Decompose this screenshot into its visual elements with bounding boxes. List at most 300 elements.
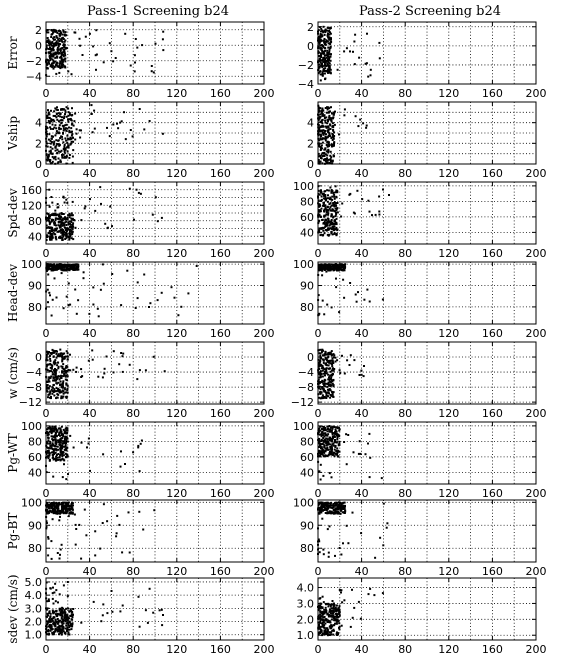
- data-point: [102, 522, 104, 524]
- data-point: [53, 603, 55, 605]
- data-point: [58, 72, 60, 74]
- data-point: [66, 432, 68, 434]
- data-point: [135, 307, 137, 309]
- data-point: [69, 114, 71, 116]
- data-point: [358, 57, 360, 59]
- data-point: [75, 371, 77, 373]
- data-point: [49, 460, 51, 462]
- data-point: [336, 439, 338, 441]
- data-point: [329, 446, 331, 448]
- data-point: [332, 125, 334, 127]
- x-tick-label: 200: [525, 643, 547, 656]
- data-point: [327, 162, 329, 164]
- data-point: [47, 437, 49, 439]
- data-point: [320, 507, 322, 509]
- data-point: [68, 505, 70, 507]
- y-tick-label: 40: [28, 466, 42, 480]
- data-point: [336, 618, 338, 620]
- data-point: [330, 128, 332, 130]
- data-point: [326, 144, 328, 146]
- data-point: [337, 268, 339, 270]
- data-point: [55, 217, 57, 219]
- data-point: [66, 217, 68, 219]
- data-point: [336, 633, 338, 635]
- data-point: [57, 505, 59, 507]
- x-tick-label: 160: [209, 487, 231, 500]
- data-point: [52, 612, 54, 614]
- data-point: [48, 133, 50, 135]
- data-point: [346, 359, 348, 361]
- data-point: [327, 528, 329, 530]
- data-point: [55, 158, 57, 160]
- data-point: [338, 311, 340, 313]
- data-point: [56, 49, 58, 51]
- data-point: [51, 202, 53, 204]
- data-point: [171, 286, 173, 288]
- data-point: [319, 614, 321, 616]
- data-point: [319, 360, 321, 362]
- data-point: [64, 388, 66, 390]
- data-point: [59, 34, 61, 36]
- x-tick-label: 80: [398, 87, 413, 100]
- data-point: [134, 70, 136, 72]
- x-tick-label: 40: [82, 327, 97, 340]
- data-point: [50, 540, 52, 542]
- data-point: [63, 440, 65, 442]
- data-point: [48, 618, 50, 620]
- data-point: [70, 608, 72, 610]
- data-point: [71, 212, 73, 214]
- data-point: [326, 359, 328, 361]
- data-point: [367, 76, 369, 78]
- data-point: [142, 529, 144, 531]
- data-point: [52, 52, 54, 54]
- data-point: [54, 583, 56, 585]
- data-point: [53, 363, 55, 365]
- data-point: [129, 552, 131, 554]
- data-point: [52, 454, 54, 456]
- data-point: [357, 291, 359, 293]
- data-point: [332, 116, 334, 118]
- data-point: [328, 190, 330, 192]
- data-point: [335, 265, 337, 267]
- data-point: [53, 39, 55, 41]
- data-point: [49, 454, 51, 456]
- data-point: [58, 128, 60, 130]
- data-point: [60, 135, 62, 137]
- data-point: [332, 616, 334, 618]
- data-point: [139, 626, 141, 628]
- data-point: [332, 217, 334, 219]
- data-point: [379, 537, 381, 539]
- data-point: [46, 62, 48, 64]
- y-tick-label: 80: [28, 542, 42, 556]
- x-tick-label: 0: [314, 407, 322, 420]
- data-point: [369, 457, 371, 459]
- data-point: [334, 210, 336, 212]
- panel-pass1-r6: [6, 420, 275, 500]
- panel-pass2-r3: [293, 180, 547, 260]
- data-point: [330, 382, 332, 384]
- data-point: [121, 120, 123, 122]
- data-point: [57, 601, 59, 603]
- data-point: [106, 612, 108, 614]
- data-point: [92, 304, 94, 306]
- data-point: [67, 616, 69, 618]
- data-point: [61, 371, 63, 373]
- data-point: [332, 129, 334, 131]
- y-tick-label: 2.0: [296, 613, 314, 627]
- data-point: [319, 551, 321, 553]
- data-point: [354, 63, 356, 65]
- panel-pass2-r8: [297, 578, 547, 656]
- data-point: [120, 450, 122, 452]
- data-point: [370, 74, 372, 76]
- data-point: [327, 27, 329, 29]
- data-point: [333, 353, 335, 355]
- data-point: [64, 113, 66, 115]
- data-point: [322, 223, 324, 225]
- data-point: [122, 355, 124, 357]
- data-point: [94, 210, 96, 212]
- data-point: [55, 502, 57, 504]
- data-point: [324, 58, 326, 60]
- data-point: [330, 231, 332, 233]
- x-tick-label: 160: [209, 87, 231, 100]
- data-point: [328, 556, 330, 558]
- data-point: [109, 42, 111, 44]
- data-point: [369, 588, 371, 590]
- data-point: [319, 352, 321, 354]
- data-point: [65, 221, 67, 223]
- data-point: [73, 125, 75, 127]
- data-point: [147, 622, 149, 624]
- data-point: [321, 227, 323, 229]
- data-point: [52, 371, 54, 373]
- data-point: [152, 612, 154, 614]
- data-point: [65, 224, 67, 226]
- data-point: [326, 70, 328, 72]
- data-point: [64, 53, 66, 55]
- data-point: [51, 618, 53, 620]
- data-point: [91, 113, 93, 115]
- data-point: [65, 371, 67, 373]
- data-point: [71, 133, 73, 135]
- x-tick-label: 160: [481, 247, 503, 260]
- data-point: [139, 470, 141, 472]
- data-point: [70, 127, 72, 129]
- data-point: [64, 438, 66, 440]
- data-point: [55, 146, 57, 148]
- data-point: [66, 235, 68, 237]
- data-point: [335, 426, 337, 428]
- data-point: [328, 38, 330, 40]
- data-point: [63, 584, 65, 586]
- data-point: [320, 453, 322, 455]
- data-point: [328, 552, 330, 554]
- data-point: [94, 128, 96, 130]
- panel-pass2-r6: [293, 420, 547, 500]
- data-point: [50, 377, 52, 379]
- data-point: [327, 391, 329, 393]
- data-point: [72, 512, 74, 514]
- x-tick-label: 40: [82, 87, 97, 100]
- x-tick-label: 0: [42, 247, 50, 260]
- data-point: [338, 501, 340, 503]
- data-point: [133, 219, 135, 221]
- x-tick-label: 80: [126, 247, 141, 260]
- data-point: [383, 503, 385, 505]
- data-point: [59, 608, 61, 610]
- data-point: [46, 212, 48, 214]
- data-point: [328, 51, 330, 53]
- plot-frame: [46, 342, 264, 404]
- data-point: [322, 622, 324, 624]
- data-point: [67, 138, 69, 140]
- y-tick-label: 0: [307, 351, 314, 365]
- data-point: [47, 109, 49, 111]
- data-point: [324, 432, 326, 434]
- data-point: [336, 218, 338, 220]
- data-point: [332, 600, 334, 602]
- data-point: [61, 41, 63, 43]
- data-point: [67, 388, 69, 390]
- data-point: [61, 609, 63, 611]
- data-point: [102, 453, 104, 455]
- data-point: [65, 391, 67, 393]
- data-point: [324, 114, 326, 116]
- data-point: [320, 149, 322, 151]
- data-point: [322, 119, 324, 121]
- data-point: [325, 122, 327, 124]
- data-point: [325, 40, 327, 42]
- data-point: [143, 274, 145, 276]
- data-point: [319, 620, 321, 622]
- data-point: [60, 442, 62, 444]
- data-point: [64, 156, 66, 158]
- x-tick-label: 0: [314, 565, 322, 578]
- data-point: [320, 53, 322, 55]
- data-point: [327, 605, 329, 607]
- data-point: [338, 427, 340, 429]
- data-point: [72, 622, 74, 624]
- y-tick-label: −8: [25, 381, 42, 395]
- data-point: [340, 592, 342, 594]
- data-point: [322, 202, 324, 204]
- data-point: [64, 266, 66, 268]
- data-point: [47, 447, 49, 449]
- y-tick-label: 100: [293, 496, 314, 510]
- data-point: [61, 219, 63, 221]
- data-point: [324, 374, 326, 376]
- data-point: [112, 60, 114, 62]
- data-point: [328, 119, 330, 121]
- data-point: [53, 68, 55, 70]
- data-point: [73, 447, 75, 449]
- data-point: [323, 149, 325, 151]
- data-point: [333, 624, 335, 626]
- data-point: [58, 625, 60, 627]
- data-point: [326, 430, 328, 432]
- data-point: [323, 385, 325, 387]
- data-point: [361, 198, 363, 200]
- y-tick-label: 80: [300, 435, 314, 449]
- data-point: [336, 431, 338, 433]
- data-point: [332, 634, 334, 636]
- data-point: [335, 196, 337, 198]
- data-point: [59, 558, 61, 560]
- data-point: [68, 610, 70, 612]
- data-point: [322, 70, 324, 72]
- data-point: [92, 45, 94, 47]
- y-tick-label: 100: [21, 419, 42, 433]
- data-point: [56, 152, 58, 154]
- data-point: [332, 612, 334, 614]
- y-tick-label: 40: [28, 230, 42, 244]
- data-point: [341, 269, 343, 271]
- data-point: [52, 299, 54, 301]
- data-point: [334, 124, 336, 126]
- data-point: [62, 363, 64, 365]
- data-point: [162, 49, 164, 51]
- data-point: [69, 508, 71, 510]
- data-point: [323, 396, 325, 398]
- x-tick-label: 120: [166, 327, 188, 340]
- y-tick-label: 5.0: [24, 575, 42, 589]
- data-point: [70, 218, 72, 220]
- data-point: [60, 355, 62, 357]
- data-point: [336, 208, 338, 210]
- data-point: [57, 112, 59, 114]
- data-point: [61, 47, 63, 49]
- data-point: [324, 379, 326, 381]
- data-point: [350, 354, 352, 356]
- data-point: [378, 42, 380, 44]
- data-point: [68, 629, 70, 631]
- data-point: [334, 233, 336, 235]
- data-point: [106, 520, 108, 522]
- data-point: [322, 626, 324, 628]
- data-point: [64, 369, 66, 371]
- data-point: [319, 131, 321, 133]
- data-point: [342, 542, 344, 544]
- data-point: [69, 621, 71, 623]
- data-point: [323, 355, 325, 357]
- data-point: [63, 223, 65, 225]
- data-point: [96, 54, 98, 56]
- data-point: [71, 107, 73, 109]
- data-point: [71, 131, 73, 133]
- data-point: [334, 225, 336, 227]
- data-point: [51, 233, 53, 235]
- data-point: [60, 444, 62, 446]
- data-point: [115, 57, 117, 59]
- data-point: [113, 371, 115, 373]
- data-point: [52, 30, 54, 32]
- data-point: [338, 441, 340, 443]
- data-point: [49, 237, 51, 239]
- data-point: [52, 510, 54, 512]
- data-point: [69, 226, 71, 228]
- data-point: [134, 54, 136, 56]
- data-point: [71, 266, 73, 268]
- data-point: [64, 436, 66, 438]
- data-point: [73, 120, 75, 122]
- data-point: [62, 375, 64, 377]
- data-point: [49, 443, 51, 445]
- y-tick-label: 60: [28, 450, 42, 464]
- y-tick-label: 4: [35, 116, 42, 130]
- data-point: [319, 509, 321, 511]
- data-point: [65, 511, 67, 513]
- data-point: [152, 214, 154, 216]
- data-point: [47, 157, 49, 159]
- y-tick-label: 100: [293, 179, 314, 193]
- data-point: [326, 106, 328, 108]
- x-tick-label: 40: [354, 87, 369, 100]
- data-point: [331, 113, 333, 115]
- data-point: [149, 588, 151, 590]
- plot-frame: [318, 342, 536, 404]
- data-point: [344, 269, 346, 271]
- data-point: [59, 263, 61, 265]
- data-point: [116, 123, 118, 125]
- x-tick-label: 120: [438, 487, 460, 500]
- x-tick-label: 0: [42, 327, 50, 340]
- data-point: [52, 587, 54, 589]
- data-point: [319, 382, 321, 384]
- data-point: [67, 473, 69, 475]
- data-point: [65, 625, 67, 627]
- data-point: [61, 222, 63, 224]
- data-point: [47, 289, 49, 291]
- data-point: [333, 114, 335, 116]
- x-tick-label: 0: [42, 407, 50, 420]
- data-point: [137, 297, 139, 299]
- data-point: [109, 206, 111, 208]
- data-point: [332, 370, 334, 372]
- data-point: [50, 128, 52, 130]
- data-point: [328, 62, 330, 64]
- data-point: [51, 120, 53, 122]
- data-point: [326, 50, 328, 52]
- data-point: [62, 505, 64, 507]
- data-point: [56, 132, 58, 134]
- data-point: [382, 592, 384, 594]
- data-point: [57, 459, 59, 461]
- data-point: [322, 606, 324, 608]
- data-point: [366, 289, 368, 291]
- data-point: [53, 269, 55, 271]
- data-point: [329, 43, 331, 45]
- data-point: [78, 524, 80, 526]
- data-point: [61, 607, 63, 609]
- data-point: [321, 381, 323, 383]
- data-point: [47, 624, 49, 626]
- data-point: [329, 631, 331, 633]
- data-point: [367, 443, 369, 445]
- data-point: [321, 34, 323, 36]
- data-point: [102, 614, 104, 616]
- data-point: [332, 268, 334, 270]
- x-tick-label: 80: [398, 407, 413, 420]
- data-point: [60, 112, 62, 114]
- data-point: [339, 547, 341, 549]
- data-point: [71, 141, 73, 143]
- data-point: [62, 476, 64, 478]
- data-point: [319, 612, 321, 614]
- data-point: [55, 458, 57, 460]
